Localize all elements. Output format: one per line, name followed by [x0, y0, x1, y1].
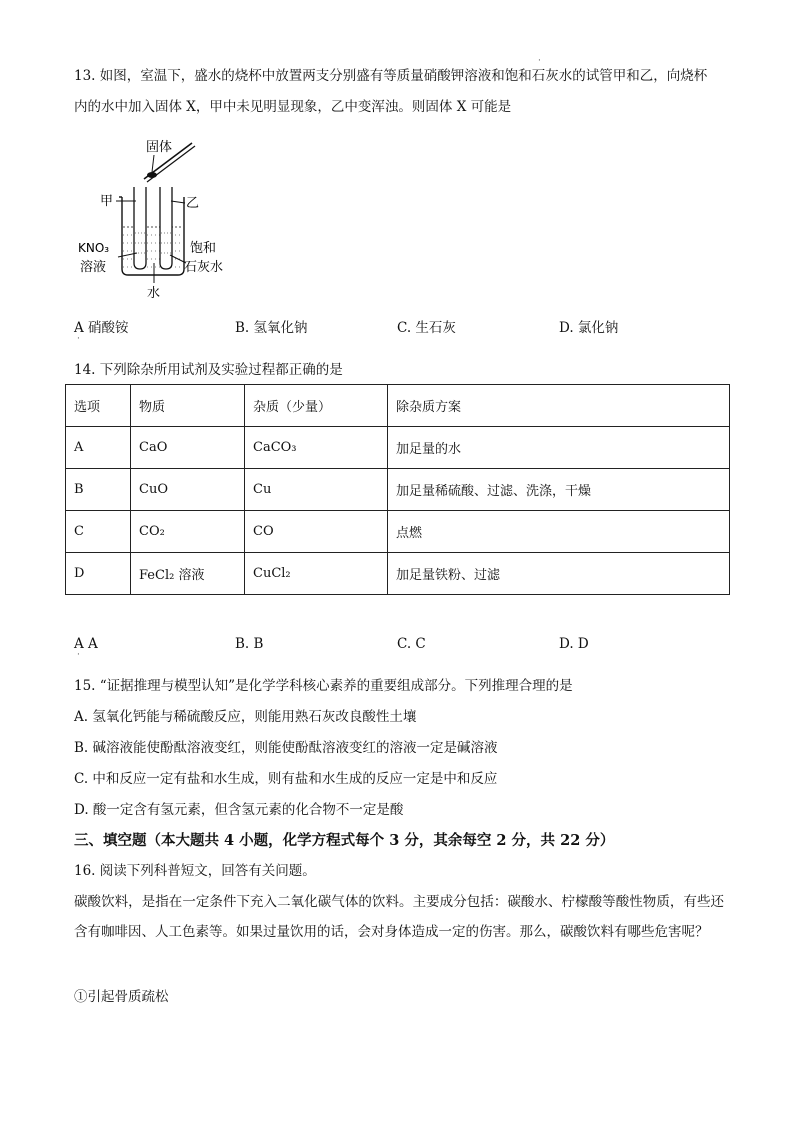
cell-option: B: [66, 469, 131, 511]
test-tube-jia: [134, 187, 146, 269]
cell-impurity: Cu: [245, 469, 388, 511]
q14-option-c: C. C: [397, 636, 426, 652]
cell-impurity: CuCl₂: [245, 553, 388, 595]
q16-paragraph: 碳酸饮料，是指在一定条件下充入二氧化碳气体的饮料。主要成分包括：碳酸水、柠檬酸等酸性物质，有些还含有咖啡因、人工色素等。如果过量饮用的话，会对身体造成一定的伤害。那么，碳酸饮料有哪些危害呢？: [74, 894, 724, 940]
stray-mark: ·: [77, 650, 80, 660]
q14-option-b: B. B: [235, 636, 264, 652]
table-header-row: [66, 385, 730, 427]
q13-stem-line1: 13. 如图，室温下，盛水的烧杯中放置两支分别盛有等质量硝酸钾溶液和饱和石灰水的试管甲和乙，向烧杯: [74, 68, 708, 84]
q16-item-1: ①引起骨质疏松: [74, 989, 169, 1005]
header-method: 除杂质方案: [388, 385, 730, 427]
q15-option-a: A. 氢氧化钙能与稀硫酸反应，则能用熟石灰改良酸性土壤: [74, 709, 417, 725]
label-limewater: 石灰水: [184, 260, 224, 275]
cell-method: 加足量稀硫酸、过滤、洗涤，干燥: [388, 469, 730, 511]
cell-impurity: CaCO₃: [245, 427, 388, 469]
q14-stem: 14. 下列除杂所用试剂及实验过程都正确的是: [74, 362, 343, 378]
q13-option-d: D. 氯化钠: [559, 320, 619, 336]
cell-method: 加足量铁粉、过滤: [388, 553, 730, 595]
label-kno3: KNO₃: [78, 241, 110, 255]
cell-option: C: [66, 511, 131, 553]
cell-impurity: CO: [245, 511, 388, 553]
label-saturated: 饱和: [190, 241, 217, 256]
cell-substance: CaO: [131, 427, 245, 469]
cell-option: D: [66, 553, 131, 595]
beaker-test-tube-figure: [74, 135, 234, 305]
cell-method: 点燃: [388, 511, 730, 553]
q15-option-c: C. 中和反应一定有盐和水生成，则有盐和水生成的反应一定是中和反应: [74, 771, 498, 787]
table-row: [66, 427, 730, 469]
cell-option: A: [66, 427, 131, 469]
label-water: 水: [147, 286, 161, 301]
beaker: [122, 197, 184, 275]
q13-option-a: A 硝酸铵: [74, 320, 129, 336]
q15-option-b: B. 碱溶液能使酚酞溶液变红，则能使酚酞溶液变红的溶液一定是碱溶液: [74, 740, 498, 756]
q14-option-d: D. D: [559, 636, 589, 652]
stray-mark: ·: [77, 334, 80, 344]
q15-stem: 15. “证据推理与模型认知”是化学学科核心素养的重要组成部分。下列推理合理的是: [74, 678, 573, 694]
q14-table: [65, 384, 730, 595]
q13-option-c: C. 生石灰: [397, 320, 456, 336]
solid-leader: [152, 155, 154, 172]
q15-option-d: D. 酸一定含有氢元素，但含氢元素的化合物不一定是酸: [74, 802, 404, 818]
q13-option-b: B. 氢氧化钠: [235, 320, 308, 336]
test-tube-yi: [160, 187, 172, 269]
cell-substance: CuO: [131, 469, 245, 511]
header-option: 选项: [66, 385, 131, 427]
cell-substance: FeCl₂ 溶液: [131, 553, 245, 595]
section-title: 三、填空题（本大题共 4 小题，化学方程式每个 3 分，其余每空 2 分，共 22 分）: [74, 832, 615, 849]
q14-option-a: A A: [74, 636, 98, 652]
solid-label: 固体: [146, 140, 173, 155]
cell-substance: CO₂: [131, 511, 245, 553]
table-row: [66, 553, 730, 595]
solid-x: [147, 172, 157, 178]
header-impurity: 杂质（少量）: [245, 385, 388, 427]
beaker-water: [123, 227, 183, 267]
stray-mark: ·: [538, 56, 541, 66]
q13-stem-line2: 内的水中加入固体 X，甲中未见明显现象，乙中变浑浊。则固体 X 可能是: [74, 99, 512, 115]
q16-stem: 16. 阅读下列科普短文，回答有关问题。: [74, 863, 316, 879]
table-row: [66, 511, 730, 553]
label-kno3-solution: 溶液: [80, 260, 107, 275]
table-row: [66, 469, 730, 511]
label-yi: 乙: [186, 196, 200, 211]
header-substance: 物质: [131, 385, 245, 427]
label-jia: 甲: [100, 194, 114, 209]
cell-method: 加足量的水: [388, 427, 730, 469]
